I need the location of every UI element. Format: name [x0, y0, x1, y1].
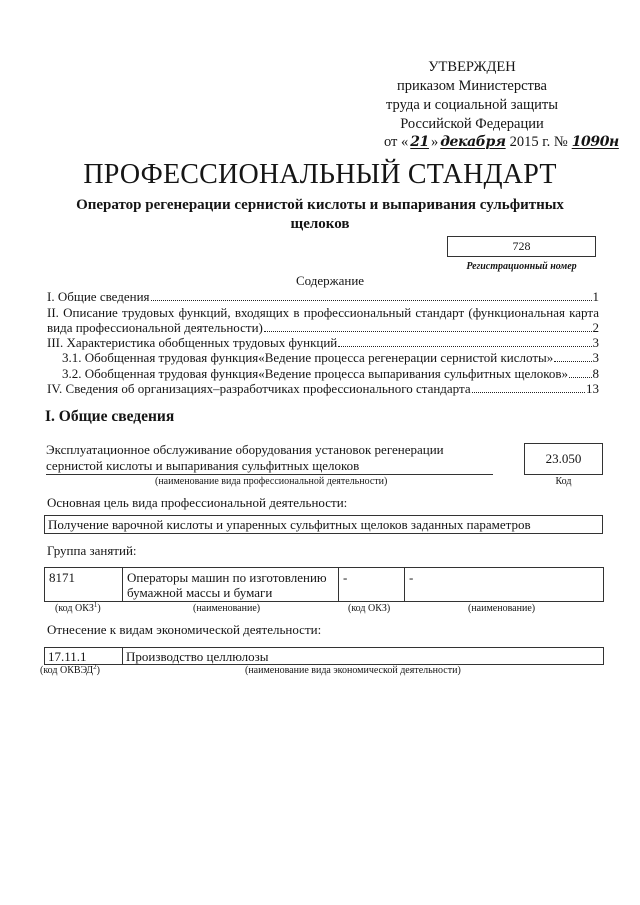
toc-subentry — [62, 350, 599, 366]
table-row — [45, 568, 604, 602]
activity-code-box: 23.050 — [524, 443, 603, 475]
activity-name-line: сернистой кислоты и выпаривания сульфитных щелоков — [46, 458, 360, 473]
economic-activity-label: Отнесение к видам экономической деятельности: — [47, 622, 322, 637]
activity-name-field — [46, 442, 493, 475]
standard-name-line: Оператор регенерации сернистой кислоты и выпаривания сульфитных — [76, 197, 564, 213]
activity-name-caption: (наименование вида профессиональной деятельности) — [155, 476, 388, 487]
toc-entry — [47, 335, 599, 351]
approval-line: труда и социальной защиты — [386, 97, 558, 113]
toc-dot-leader — [472, 392, 585, 393]
date-prefix: от « — [384, 134, 409, 150]
okved-code-caption — [40, 665, 100, 677]
approval-date-line — [384, 133, 619, 152]
occupation-name-caption: (наименование) — [193, 603, 261, 614]
toc-entry-label: вида профессиональной деятельности) — [47, 320, 263, 335]
caption-text: ) — [97, 603, 101, 614]
date-year: 2015 г. № — [509, 134, 568, 150]
occupation-name-cell: Операторы машин по изготовлению бумажной массы и бумаги — [123, 568, 339, 602]
toc-entry-label-wrapped: II. Описание трудовых функций, входящих в профессиональный стандарт (функциональная карта — [47, 305, 599, 320]
toc-entry-label: III. Характеристика обобщенных трудовых функций — [47, 335, 338, 350]
occupation-table — [44, 567, 604, 602]
toc-dot-leader — [554, 361, 591, 362]
okz-code-caption: (код ОКЗ) — [348, 603, 391, 614]
toc-entry-page: 13 — [586, 381, 599, 396]
toc-dot-leader — [264, 331, 592, 332]
toc-entry-page: 1 — [592, 289, 599, 304]
occupation-name-caption: (наименование) — [468, 603, 536, 614]
toc-entry — [47, 381, 599, 397]
toc-entry-label: 3.2. Обобщенная трудовая функция«Ведение процесса выпаривания сульфитных щелоков» — [62, 366, 569, 381]
okved-code-cell: 17.11.1 — [45, 648, 123, 665]
toc-subentry — [62, 366, 599, 382]
footnote-mark: 2 — [93, 663, 97, 671]
approval-line: Российской Федерации — [400, 116, 544, 132]
approval-line: приказом Министерства — [397, 78, 547, 94]
goal-label: Основная цель вида профессиональной деятельности: — [47, 495, 348, 510]
economic-activity-name-cell: Производство целлюлозы — [123, 648, 604, 665]
toc-entry-page: 8 — [592, 366, 599, 381]
footnote-mark: 1 — [93, 601, 98, 609]
handwritten-month: декабря — [440, 134, 506, 150]
date-quote-close: » — [430, 134, 439, 150]
section-heading: I. Общие сведения — [45, 408, 175, 425]
registration-number-box: 728 — [447, 236, 596, 257]
toc-dot-leader — [151, 300, 592, 301]
goal-value-box: Получение варочной кислоты и упаренных сульфитных щелоков заданных параметров — [44, 515, 603, 534]
approval-heading: УТВЕРЖДЕН — [428, 59, 516, 75]
toc-heading: Содержание — [295, 273, 365, 288]
standard-title: ПРОФЕССИОНАЛЬНЫЙ СТАНДАРТ — [83, 159, 557, 190]
toc-dot-leader — [338, 346, 591, 347]
occupation-name-cell: - — [405, 568, 604, 602]
caption-text: (код ОКЗ — [55, 603, 94, 614]
toc-entry-page: 3 — [592, 335, 599, 350]
toc-entry-page: 3 — [592, 350, 599, 365]
occupation-group-label: Группа занятий: — [47, 543, 137, 558]
okz-code-cell: - — [339, 568, 405, 602]
code-caption: Код — [555, 476, 572, 487]
economic-activity-name-caption: (наименование вида экономической деятельности) — [245, 665, 461, 676]
toc-entry — [47, 289, 599, 305]
handwritten-day: 21 — [410, 134, 429, 150]
handwritten-order-number: 1090н — [571, 134, 619, 150]
toc-entry-label: 3.1. Обобщенная трудовая функция«Ведение процесса регенерации сернистой кислоты» — [62, 350, 554, 365]
toc-entry — [47, 320, 599, 336]
toc-dot-leader — [569, 377, 591, 378]
registration-number-caption: Регистрационный номер — [466, 261, 577, 272]
economic-activity-table — [44, 647, 604, 665]
okz-code-cell: 8171 — [45, 568, 123, 602]
activity-name-line: Эксплуатационное обслуживание оборудования установок регенерации — [46, 442, 444, 457]
toc-entry-label: I. Общие сведения — [47, 289, 150, 304]
standard-name-line: щелоков — [290, 216, 350, 232]
caption-text: ) — [96, 665, 100, 676]
okz-code-caption — [55, 603, 101, 615]
table-row — [45, 648, 604, 665]
caption-text: (код ОКВЭД — [40, 665, 94, 676]
toc-entry-label: IV. Сведения об организациях–разработчиках профессионального стандарта — [47, 381, 471, 396]
toc-entry-page: 2 — [592, 320, 599, 335]
